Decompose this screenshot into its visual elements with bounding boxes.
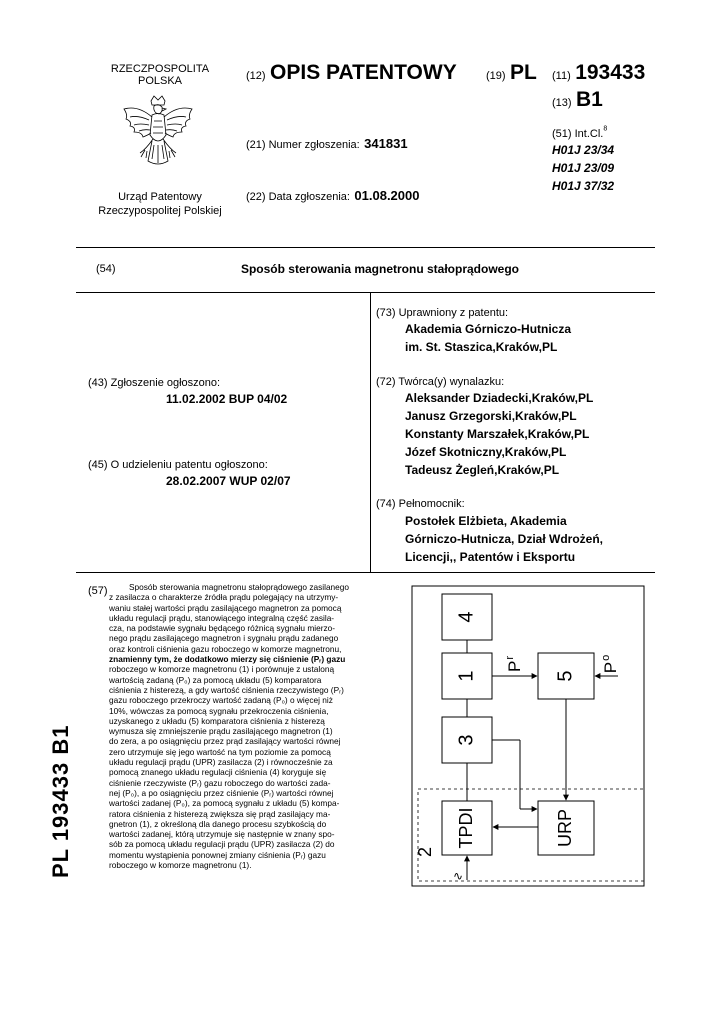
ac-symbol-icon: ∿ — [452, 869, 464, 883]
grant-value: 28.02.2007 WUP 02/07 — [166, 474, 291, 488]
application-number: (21) Numer zgłoszenia: 341831 — [246, 136, 408, 151]
inventors-list — [405, 389, 593, 479]
int-cl-codes: H01J 23/34 H01J 23/09 H01J 37/32 — [552, 143, 615, 193]
attorney-label: (74) Pełnomocnik: — [376, 498, 465, 510]
divider — [76, 572, 655, 573]
invention-title: Sposób sterowania magnetronu stałoprądowego — [240, 262, 520, 276]
patent-office-name: Urząd Patentowy Rzeczypospolitej Polskiej — [98, 191, 222, 217]
block-diagram — [400, 580, 660, 900]
divider — [76, 292, 655, 293]
divider — [76, 247, 655, 248]
column-divider — [370, 292, 371, 572]
inventors-label: (72) Twórca(y) wynalazku: — [376, 376, 505, 388]
group-2-label: 2 — [414, 846, 435, 858]
grant-label: (45) O udzieleniu patentu ogłoszono: — [88, 459, 268, 471]
block-urp-label: URP — [554, 808, 575, 848]
svg-text:Pr: $P^r$ — [503, 655, 525, 673]
country-code: (19) PL — [486, 61, 537, 84]
side-patent-label: PL 193433 B1 — [48, 724, 73, 878]
attorney-name: Postołek Elżbieta, Akademia Górniczo-Hutnicza, Dział Wdrożeń, Licencji,, Patentów i Eksportu — [405, 514, 604, 564]
filing-date: (22) Data zgłoszenia: 01.08.2000 — [246, 188, 420, 203]
kind-code: (13) B1 — [552, 88, 603, 111]
owner-name: Akademia Górniczo-Hutnicza im. St. Staszica,Kraków,PL — [405, 322, 572, 354]
abstract-code: (57) — [88, 585, 108, 597]
block-4-label: 4 — [455, 611, 478, 623]
patent-number: (11) 193433 — [552, 61, 646, 84]
inventor: Konstanty Marszałek,Kraków,PL — [405, 427, 590, 441]
block-3-label: 3 — [455, 734, 478, 746]
inventor: Tadeusz Żegleń,Kraków,PL — [405, 463, 560, 477]
eagle-emblem-icon — [118, 95, 198, 185]
signal-pr-label — [504, 656, 525, 672]
block-1-label: 1 — [455, 670, 478, 682]
abstract-text: Sposób sterowania magnetronu stałoprądowego zasilanego z zasilacza o charakterze źródła prądu polegający na utrzymy- waniu stałej wartości prądu zasilającego magnetron za pomocą układu regulacji prądu, stanowiącego integralną część zasila- cza, na podstawie sygnału będącego różnicą sygnału mierzo- nego prądu zasilającego magnetron i sygnału prądu zadanego oraz kontroli ciśnienia gazu roboczego w komorze magnetronu, znamienny tym, że dodatkowo mierzy się ciśnienie (Pᵣ) gazu roboczego w komorze magnetronu (1) i porównuje z ustaloną wartością zadaną (P₀) za pomocą układu (5) komparatora ciśnienia z histerezą, a gdy wartość ciśnienia rzeczywistego (Pᵣ) gazu roboczego przekroczy wartość zadaną (P₀) o więcej niż 10%, wówczas za pomocą sygnału przekroczenia ciśnienia, uzyskanego z układu (5) komparatora ciśnienia z histerezą wymusza się zmniejszenie prądu zasilającego magnetron (1) do zera, a po osiągnięciu przez prąd zasilający wartości równej zero utrzymuje się jego wartość na tym poziomie za pomocą układu regulacji prądu (UPR) zasilacza (2) i równocześnie za pomocą znanego układu regulacji ciśnienia (4) koryguje się ciśnienie rzeczywiste (Pᵣ) gazu roboczego do wartości zada- nej (P₀), a po osiągnięciu przez ciśnienie (Pᵣ) wartości równej wartości zadanej (P₀), za pomocą sygnału z układu (5) kompa- ratora ciśnienia z histerezą zwiększa się prąd zasilający ma- gnetron (1), z określoną dla danego procesu szybkością do wartości zadanej, którą utrzymuje się następnie w znany spo- sób za pomocą układu regulacji prądu (UPR) zasilacza (2) do momentu wystąpienia ponownej zmiany ciśnienia (Pᵣ) gazu roboczego w komorze magnetronu (1). — [109, 582, 350, 871]
inventor: Janusz Grzegorski,Kraków,PL — [405, 409, 577, 423]
publication-label: (43) Zgłoszenie ogłoszono: — [88, 377, 221, 389]
document-type: (12) OPIS PATENTOWY — [246, 61, 457, 84]
title-code: (54) — [96, 263, 116, 275]
svg-text:Po: $P^o$ — [599, 654, 621, 674]
publication-value: 11.02.2002 BUP 04/02 — [166, 392, 288, 406]
block-tpd-label: TPDI — [455, 807, 476, 849]
inventor: Józef Skotniczny,Kraków,PL — [405, 445, 567, 459]
block-5-label: 5 — [554, 670, 577, 682]
int-cl-label: (51) Int.Cl.$^8$ — [552, 125, 608, 140]
country-name: RZECZPOSPOLITA POLSKA — [110, 63, 210, 87]
signal-po-label — [600, 655, 621, 673]
owner-label: (73) Uprawniony z patentu: — [376, 307, 509, 319]
inventor: Aleksander Dziadecki,Kraków,PL — [405, 391, 594, 405]
